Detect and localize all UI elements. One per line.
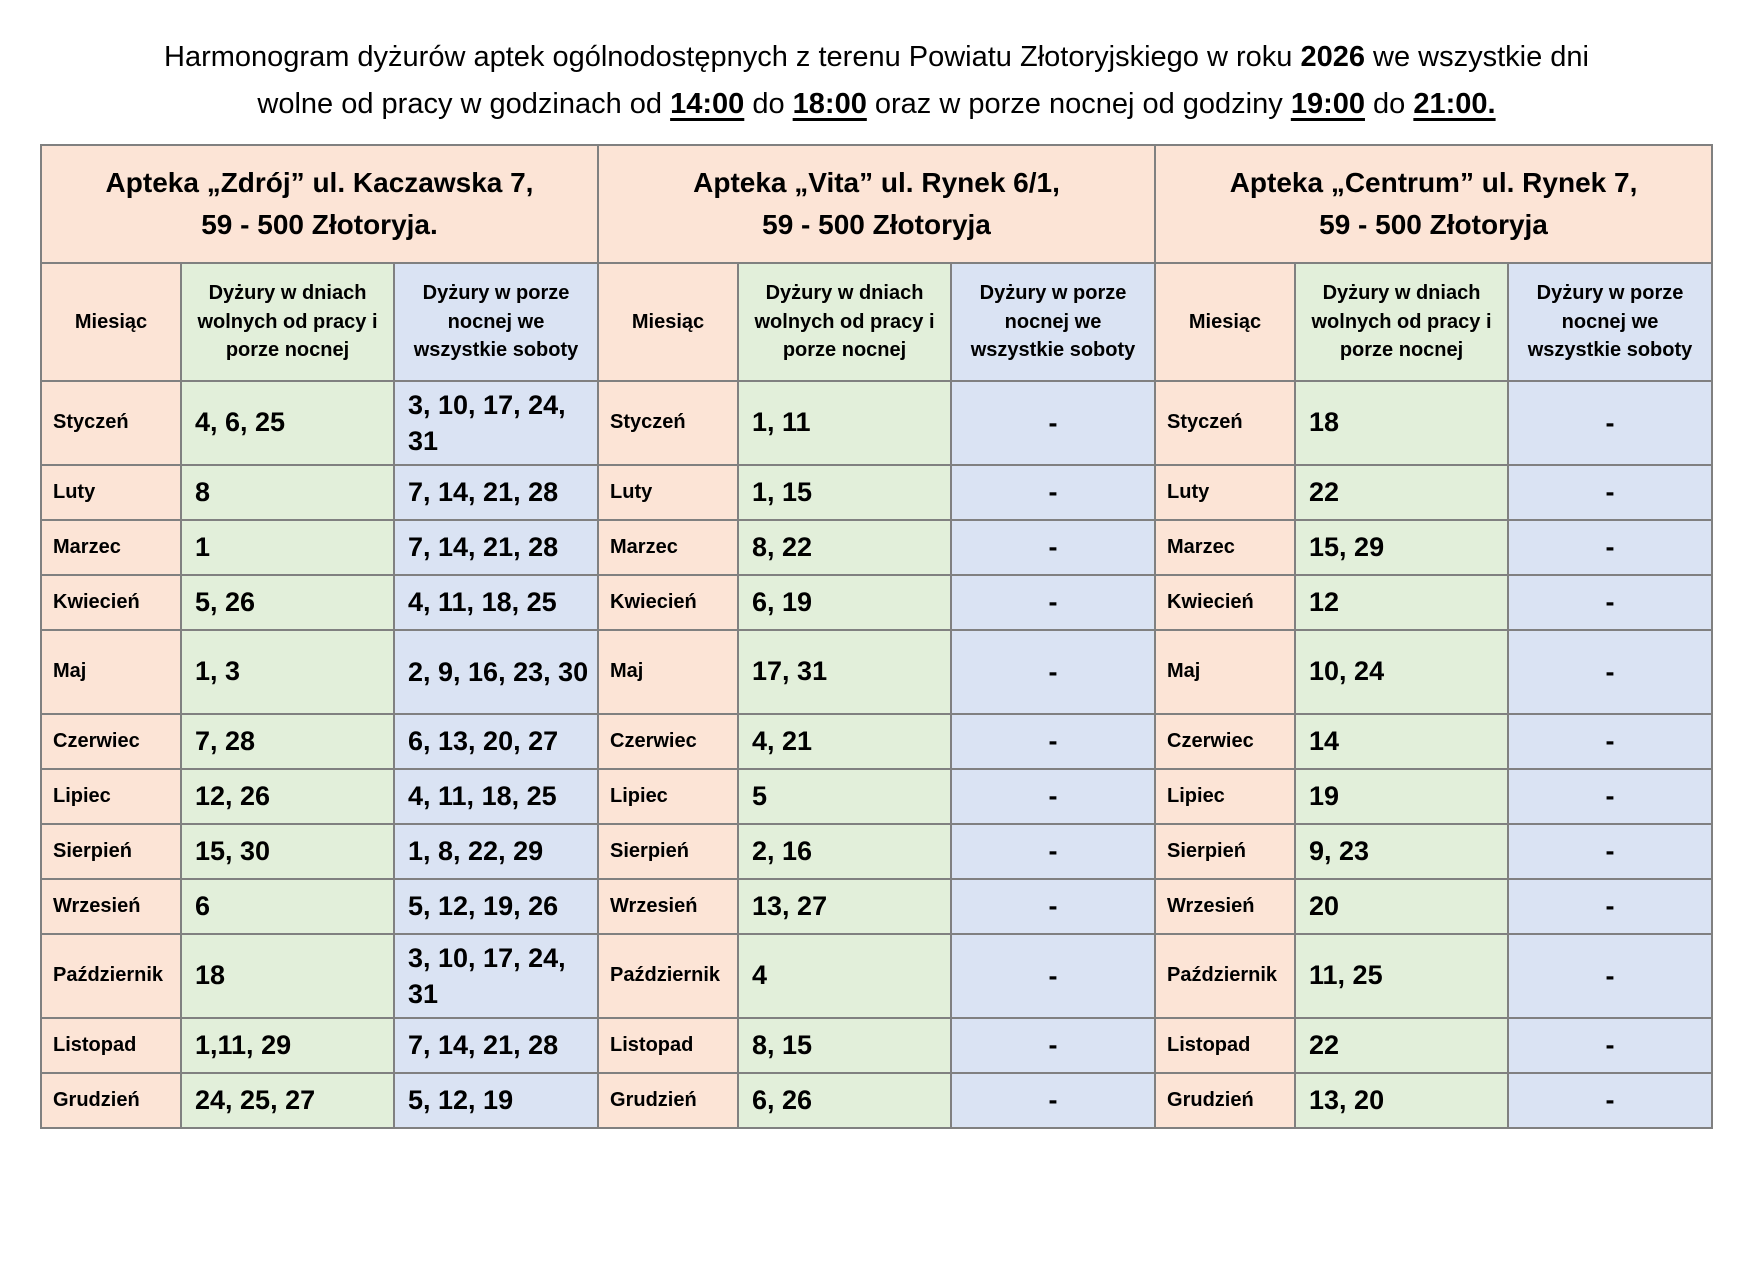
table-row-march — [41, 520, 1712, 575]
free-days-cell: 15, 30 — [181, 824, 394, 879]
free-days-cell: 9, 23 — [1295, 824, 1508, 879]
page-title: Harmonogram dyżurów aptek ogólnodostępnych z terenu Powiatu Złotoryjskiego w roku 2026 we wszystkie dni wolne od pracy w godzinach od 14:00 do 18:00 oraz w porze nocnej od godziny 19:00 do 21:00. — [164, 41, 1589, 120]
saturday-nights-cell: - — [1508, 465, 1712, 520]
saturday-nights-cell: - — [1508, 824, 1712, 879]
month-cell: Październik — [1155, 934, 1295, 1018]
free-days-cell: 1, 3 — [181, 630, 394, 714]
column-header-month: Miesiąc — [1155, 263, 1295, 381]
month-cell: Maj — [598, 630, 738, 714]
saturday-nights-cell: 7, 14, 21, 28 — [394, 1018, 598, 1073]
column-header-free-days: Dyżury w dniach wolnych od pracy i porze nocnej — [738, 263, 951, 381]
saturday-nights-cell: 3, 10, 17, 24, 31 — [394, 381, 598, 465]
table-row-november — [41, 1018, 1712, 1073]
table-row-february — [41, 465, 1712, 520]
month-cell: Styczeń — [598, 381, 738, 465]
month-cell: Czerwiec — [41, 714, 181, 769]
saturday-nights-cell: - — [951, 934, 1155, 1018]
free-days-cell: 13, 20 — [1295, 1073, 1508, 1128]
saturday-nights-cell: 5, 12, 19 — [394, 1073, 598, 1128]
free-days-cell: 12 — [1295, 575, 1508, 630]
free-days-cell: 6 — [181, 879, 394, 934]
saturday-nights-cell: 7, 14, 21, 28 — [394, 520, 598, 575]
month-cell: Grudzień — [41, 1073, 181, 1128]
free-days-cell: 12, 26 — [181, 769, 394, 824]
free-days-cell: 8, 22 — [738, 520, 951, 575]
month-cell: Marzec — [41, 520, 181, 575]
free-days-cell: 18 — [1295, 381, 1508, 465]
table-row-april — [41, 575, 1712, 630]
free-days-cell: 14 — [1295, 714, 1508, 769]
month-cell: Lipiec — [1155, 769, 1295, 824]
saturday-nights-cell: - — [1508, 381, 1712, 465]
column-header-free-days: Dyżury w dniach wolnych od pracy i porze nocnej — [1295, 263, 1508, 381]
month-cell: Październik — [41, 934, 181, 1018]
month-cell: Lipiec — [41, 769, 181, 824]
saturday-nights-cell: - — [951, 714, 1155, 769]
column-header-free-days: Dyżury w dniach wolnych od pracy i porze nocnej — [181, 263, 394, 381]
table-row-january — [41, 381, 1712, 465]
month-cell: Marzec — [1155, 520, 1295, 575]
pharmacy-name-centrum: Apteka „Centrum” ul. Rynek 7, 59 - 500 Złotoryja — [1155, 145, 1712, 263]
saturday-nights-cell: 7, 14, 21, 28 — [394, 465, 598, 520]
column-header-month: Miesiąc — [598, 263, 738, 381]
title-time-night-start: 19:00 — [1290, 87, 1365, 120]
saturday-nights-cell: - — [951, 630, 1155, 714]
saturday-nights-cell: - — [1508, 1073, 1712, 1128]
free-days-cell: 2, 16 — [738, 824, 951, 879]
month-cell: Październik — [598, 934, 738, 1018]
title-time-afternoon-start: 14:00 — [670, 87, 745, 120]
pharmacy-name-zdroj: Apteka „Zdrój” ul. Kaczawska 7, 59 - 500 Złotoryja. — [41, 145, 598, 263]
column-header-saturday-nights: Dyżury w porze nocnej we wszystkie soboty — [951, 263, 1155, 381]
month-cell: Luty — [41, 465, 181, 520]
month-cell: Czerwiec — [598, 714, 738, 769]
saturday-nights-cell: 2, 9, 16, 23, 30 — [394, 630, 598, 714]
table-row-july — [41, 769, 1712, 824]
month-cell: Grudzień — [1155, 1073, 1295, 1128]
table-row-may — [41, 630, 1712, 714]
free-days-cell: 1, 15 — [738, 465, 951, 520]
table-row-september — [41, 879, 1712, 934]
saturday-nights-cell: 6, 13, 20, 27 — [394, 714, 598, 769]
free-days-cell: 6, 26 — [738, 1073, 951, 1128]
free-days-cell: 7, 28 — [181, 714, 394, 769]
month-cell: Kwiecień — [598, 575, 738, 630]
saturday-nights-cell: 5, 12, 19, 26 — [394, 879, 598, 934]
saturday-nights-cell: - — [951, 824, 1155, 879]
month-cell: Grudzień — [598, 1073, 738, 1128]
table-row-june — [41, 714, 1712, 769]
month-cell: Lipiec — [598, 769, 738, 824]
free-days-cell: 17, 31 — [738, 630, 951, 714]
saturday-nights-cell: - — [1508, 1018, 1712, 1073]
month-cell: Sierpień — [598, 824, 738, 879]
title-time-night-end: 21:00. — [1413, 87, 1496, 120]
month-cell: Kwiecień — [41, 575, 181, 630]
saturday-nights-cell: - — [1508, 934, 1712, 1018]
saturday-nights-cell: 4, 11, 18, 25 — [394, 769, 598, 824]
saturday-nights-cell: - — [951, 465, 1155, 520]
free-days-cell: 1,11, 29 — [181, 1018, 394, 1073]
month-cell: Styczeń — [1155, 381, 1295, 465]
saturday-nights-cell: - — [1508, 575, 1712, 630]
saturday-nights-cell: - — [1508, 769, 1712, 824]
saturday-nights-cell: - — [1508, 714, 1712, 769]
saturday-nights-cell: 4, 11, 18, 25 — [394, 575, 598, 630]
table-row-august — [41, 824, 1712, 879]
saturday-nights-cell: - — [951, 381, 1155, 465]
pharmacy-name-vita: Apteka „Vita” ul. Rynek 6/1, 59 - 500 Złotoryja — [598, 145, 1155, 263]
free-days-cell: 20 — [1295, 879, 1508, 934]
saturday-nights-cell: - — [951, 520, 1155, 575]
month-cell: Kwiecień — [1155, 575, 1295, 630]
month-cell: Listopad — [1155, 1018, 1295, 1073]
free-days-cell: 18 — [181, 934, 394, 1018]
free-days-cell: 1 — [181, 520, 394, 575]
saturday-nights-cell: - — [1508, 520, 1712, 575]
free-days-cell: 5, 26 — [181, 575, 394, 630]
month-cell: Luty — [1155, 465, 1295, 520]
pharmacy-duty-schedule-table — [40, 144, 1713, 1129]
month-cell: Sierpień — [41, 824, 181, 879]
column-header-saturday-nights: Dyżury w porze nocnej we wszystkie soboty — [1508, 263, 1712, 381]
column-header-row — [41, 263, 1712, 381]
free-days-cell: 11, 25 — [1295, 934, 1508, 1018]
title-text: Harmonogram dyżurów aptek ogólnodostępnych z terenu Powiatu Złotoryjskiego w roku — [164, 41, 1301, 73]
saturday-nights-cell: - — [951, 769, 1155, 824]
title-time-afternoon-end: 18:00 — [792, 87, 867, 120]
saturday-nights-cell: 1, 8, 22, 29 — [394, 824, 598, 879]
free-days-cell: 6, 19 — [738, 575, 951, 630]
column-header-month: Miesiąc — [41, 263, 181, 381]
free-days-cell: 8 — [181, 465, 394, 520]
month-cell: Maj — [41, 630, 181, 714]
saturday-nights-cell: - — [951, 575, 1155, 630]
free-days-cell: 5 — [738, 769, 951, 824]
pharmacy-header-row — [41, 145, 1712, 263]
saturday-nights-cell: - — [951, 879, 1155, 934]
month-cell: Wrzesień — [41, 879, 181, 934]
month-cell: Listopad — [598, 1018, 738, 1073]
free-days-cell: 10, 24 — [1295, 630, 1508, 714]
free-days-cell: 15, 29 — [1295, 520, 1508, 575]
month-cell: Marzec — [598, 520, 738, 575]
free-days-cell: 22 — [1295, 465, 1508, 520]
month-cell: Czerwiec — [1155, 714, 1295, 769]
month-cell: Wrzesień — [598, 879, 738, 934]
free-days-cell: 22 — [1295, 1018, 1508, 1073]
free-days-cell: 13, 27 — [738, 879, 951, 934]
title-year: 2026 — [1300, 41, 1365, 73]
month-cell: Listopad — [41, 1018, 181, 1073]
saturday-nights-cell: - — [1508, 879, 1712, 934]
free-days-cell: 19 — [1295, 769, 1508, 824]
month-cell: Styczeń — [41, 381, 181, 465]
free-days-cell: 4, 21 — [738, 714, 951, 769]
saturday-nights-cell: - — [1508, 630, 1712, 714]
saturday-nights-cell: 3, 10, 17, 24, 31 — [394, 934, 598, 1018]
table-row-october — [41, 934, 1712, 1018]
month-cell: Wrzesień — [1155, 879, 1295, 934]
free-days-cell: 4 — [738, 934, 951, 1018]
month-cell: Luty — [598, 465, 738, 520]
table-row-december — [41, 1073, 1712, 1128]
free-days-cell: 1, 11 — [738, 381, 951, 465]
column-header-saturday-nights: Dyżury w porze nocnej we wszystkie soboty — [394, 263, 598, 381]
free-days-cell: 8, 15 — [738, 1018, 951, 1073]
free-days-cell: 24, 25, 27 — [181, 1073, 394, 1128]
free-days-cell: 4, 6, 25 — [181, 381, 394, 465]
saturday-nights-cell: - — [951, 1073, 1155, 1128]
month-cell: Sierpień — [1155, 824, 1295, 879]
month-cell: Maj — [1155, 630, 1295, 714]
saturday-nights-cell: - — [951, 1018, 1155, 1073]
